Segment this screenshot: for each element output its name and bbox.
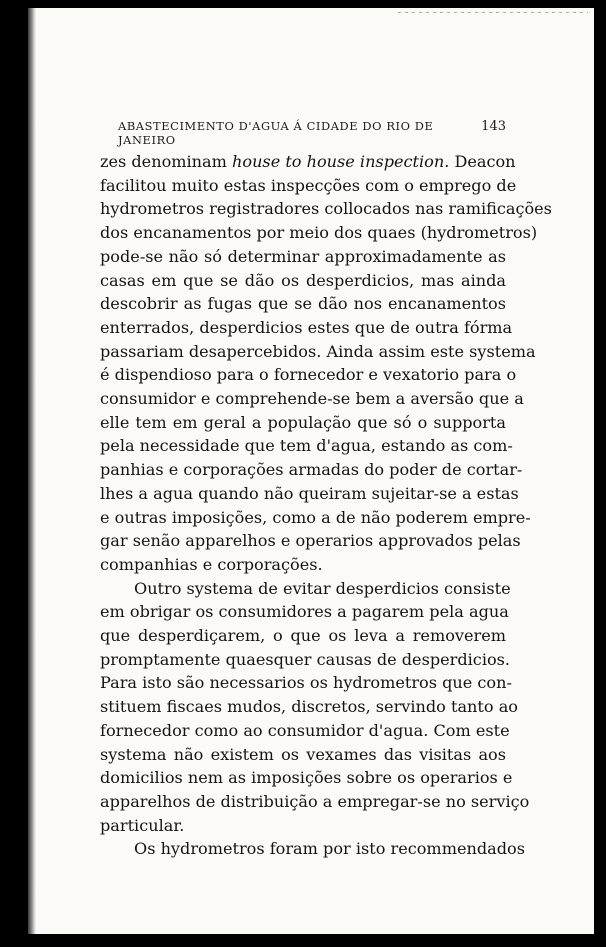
text-line: Outro systema de evitar desperdicios consiste [134,578,511,598]
text-line: lhes a agua quando não queiram sujeitar-se a estas [100,483,519,503]
text-line: apparelhos de distribuição a empregar-se no serviço [100,791,530,811]
text-line: descobrir as fugas que se dão nos encanamentos [100,294,506,314]
paragraph-3 [100,837,525,861]
page-binding-edge [28,8,36,934]
page-number: 143 [481,119,506,134]
text-line: dos encanamentos por meio dos quaes (hydrometros) [100,223,538,243]
text-line: Os hydrometros foram por isto recommendados [134,839,525,859]
text-line: enterrados, desperdicios estes que de outra fórma [100,317,513,337]
text-line: promptamente quaesquer causas de desperdicios. [100,649,511,669]
text-line: stituem fiscaes mudos, discretos, servindo tanto ao [100,697,518,717]
text-line: systema não existem os vexames das visitas aos [100,744,506,764]
text-line: hydrometros registradores collocados nas ramificações [100,199,552,219]
text-line: elle tem em geral a população que só o supporta [100,412,506,432]
text-line: é dispendioso para o fornecedor e vexatorio para o [100,365,517,385]
text-line: facilitou muito estas inspecções com o emprego de [100,175,517,195]
scan-artifact-line [398,12,588,13]
text-line: que desperdiçarem, o que os leva a removerem [100,626,506,646]
text-line: domicilios nem as imposições sobre os operarios e [100,768,513,788]
text-line: pode-se não só determinar approximadamente as [100,246,506,266]
text-line: zes denominam house to house inspection. Deacon [100,152,516,171]
book-page [28,8,594,934]
text-line: Para isto são necessarios os hydrometros que con- [100,673,512,693]
text-line: passariam desapercebidos. Ainda assim este systema [100,341,536,361]
text-line: companhias e corporações. [100,554,323,574]
text-line: e outras imposições, como a de não poderem empre- [100,507,531,527]
text-line: casas em que se dão os desperdicios, mas ainda [100,270,506,290]
running-title: ABASTECIMENTO D'AGUA Á CIDADE DO RIO DE JANEIRO [118,119,434,147]
body-text [100,150,552,861]
running-header [118,119,506,147]
paragraph-2 [100,577,530,838]
text-line: particular. [100,815,185,835]
text-line: gar senão apparelhos e operarios approvados pelas [100,531,521,551]
text-line: em obrigar os consumidores a pagarem pela agua [100,602,509,622]
text-line: pela necessidade que tem d'agua, estando as com- [100,436,513,456]
text-line: consumidor e comprehende-se bem a aversão que a [100,389,524,409]
text-line: fornecedor como ao consumidor d'agua. Com este [100,720,510,740]
paragraph-1 [100,150,552,577]
italic-term: house to house inspection. [232,152,450,171]
text-line: panhias e corporações armadas do poder de cortar- [100,460,523,480]
